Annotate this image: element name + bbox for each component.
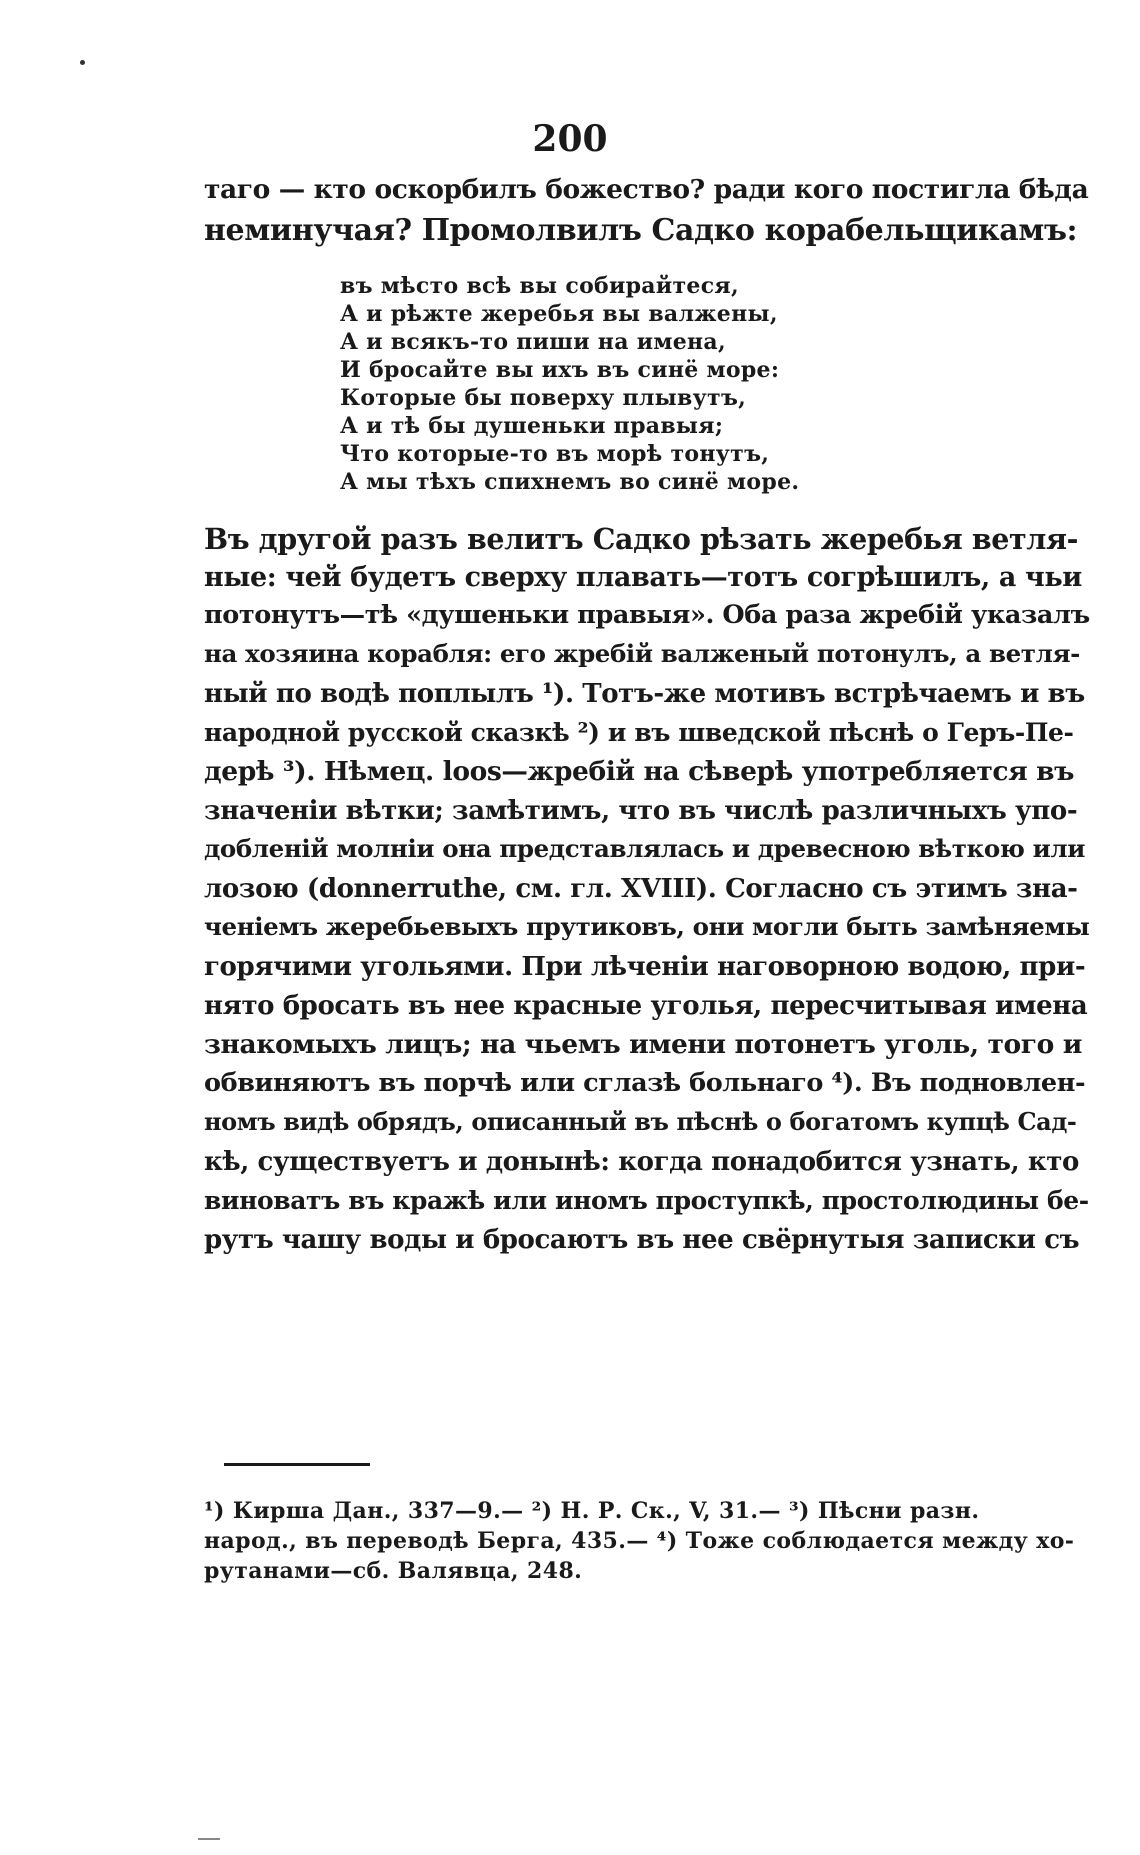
verse-line: Что которые-то въ морѣ тонутъ, (340, 441, 770, 467)
text-line: знакомыхъ лицъ; на чьемъ имени потонетъ уголь, того и (204, 1029, 1082, 1060)
text-line: кѣ, существуетъ и донынѣ: когда понадобится узнать, кто (204, 1147, 1079, 1177)
verse-line: И бросайте вы ихъ въ синё море: (340, 357, 780, 383)
text-line: ченіемъ жеребьевыхъ прутиковъ, они могли быть замѣняемы (204, 912, 1090, 941)
verse-line: А и всякъ-то пиши на имена, (340, 329, 726, 355)
text-line: горячими угольями. При лѣченіи наговорною водою, при- (204, 952, 1086, 982)
footnote-line: рутанами—сб. Валявца, 248. (204, 1558, 583, 1584)
text-line: добленій молніи она представлялась и древесною вѣткою или (204, 834, 1086, 863)
text-line: значеніи вѣтки; замѣтимъ, что въ числѣ различныхъ упо- (204, 796, 1078, 826)
text-line: таго — кто оскорбилъ божество? ради кого постигла бѣда (204, 174, 1089, 205)
text-line: дерѣ ³). Нѣмец. loos—жребій на сѣверѣ употребляется въ (204, 756, 1075, 787)
verse-line: Которые бы поверху плывутъ, (340, 385, 747, 411)
margin-mark-dash (198, 1838, 220, 1840)
text-line: нято бросать въ нее красные уголья, пересчитывая имена (204, 991, 1088, 1021)
text-line: Въ другой разъ велитъ Садко рѣзать жеребья ветля- (204, 522, 1079, 556)
text-line: неминучая? Промолвилъ Садко корабельщикамъ: (204, 213, 1078, 248)
text-line: лозою (donnerruthe, см. гл. XVIII). Согласно съ этимъ зна- (204, 874, 1078, 904)
text-line: ные: чей будетъ сверху плавать—тотъ согрѣшилъ, а чьи (204, 562, 1082, 593)
footnote-divider (224, 1463, 370, 1466)
text-line: номъ видѣ обрядъ, описанный въ пѣснѣ о богатомъ купцѣ Сад- (204, 1107, 1077, 1136)
text-line: виноватъ въ кражѣ или иномъ проступкѣ, простолюдины бе- (204, 1186, 1089, 1215)
page-number: 200 (532, 118, 608, 160)
margin-mark-dot (80, 60, 85, 65)
footnote-line: ¹) Кирша Дан., 337—9.— ²) Н. Р. Ск., V, 31.— ³) Пѣсни разн. (204, 1498, 980, 1524)
text-line: рутъ чашу воды и бросаютъ въ нее свёрнутыя записки съ (204, 1225, 1080, 1255)
verse-line: А и рѣжте жеребья вы валжены, (340, 301, 778, 327)
verse-line: въ мѣсто всѣ вы собирайтеся, (340, 273, 739, 299)
footnote-line: народ., въ переводѣ Берга, 435.— ⁴) Тоже соблюдается между хо- (204, 1528, 1075, 1554)
text-line: обвиняютъ въ порчѣ или сглазѣ больнаго ⁴). Въ подновлен- (204, 1068, 1086, 1098)
text-line: потонутъ—тѣ «душеньки правыя». Оба раза жребій указалъ (204, 600, 1090, 630)
text-line: народной русской сказкѣ ²) и въ шведской пѣснѣ о Геръ-Пе- (204, 718, 1074, 747)
text-line: ный по водѣ поплылъ ¹). Тотъ-же мотивъ встрѣчаемъ и въ (204, 679, 1085, 709)
text-line: на хозяина корабля: его жребій валженый потонулъ, а ветля- (204, 639, 1080, 668)
verse-line: А мы тѣхъ спихнемъ во синё море. (340, 469, 800, 495)
verse-line: А и тѣ бы душеньки правыя; (340, 413, 724, 439)
